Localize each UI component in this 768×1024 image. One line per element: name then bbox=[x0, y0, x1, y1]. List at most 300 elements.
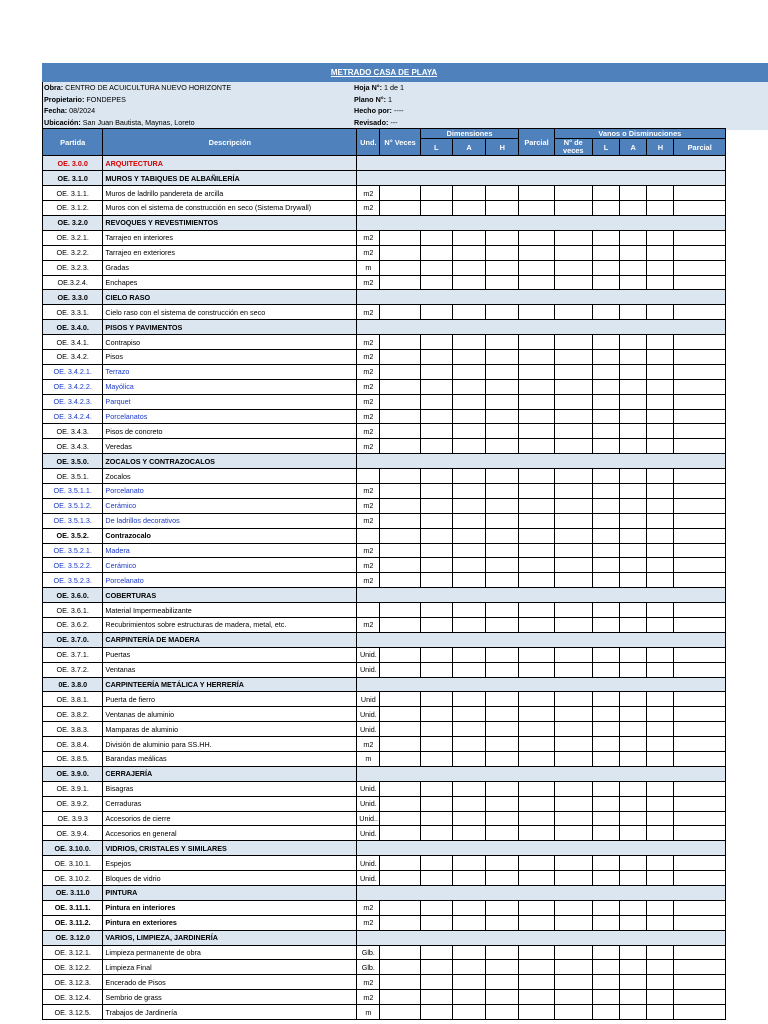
value-cell[interactable] bbox=[554, 394, 592, 409]
value-cell[interactable] bbox=[554, 573, 592, 588]
value-cell[interactable] bbox=[452, 603, 485, 618]
value-cell[interactable] bbox=[674, 1005, 726, 1020]
value-cell[interactable] bbox=[380, 722, 420, 737]
value-cell[interactable] bbox=[620, 275, 647, 290]
value-cell[interactable] bbox=[620, 692, 647, 707]
value-cell[interactable] bbox=[674, 439, 726, 454]
value-cell[interactable] bbox=[452, 201, 485, 216]
value-cell[interactable] bbox=[452, 647, 485, 662]
value-cell[interactable] bbox=[674, 275, 726, 290]
value-cell[interactable] bbox=[519, 558, 554, 573]
value-cell[interactable] bbox=[647, 230, 674, 245]
value-cell[interactable] bbox=[674, 781, 726, 796]
value-cell[interactable] bbox=[420, 513, 452, 528]
value-cell[interactable] bbox=[420, 647, 452, 662]
value-cell[interactable] bbox=[420, 305, 452, 320]
value-cell[interactable] bbox=[486, 647, 519, 662]
value-cell[interactable] bbox=[519, 915, 554, 930]
value-cell[interactable] bbox=[674, 900, 726, 915]
value-cell[interactable] bbox=[674, 662, 726, 677]
value-cell[interactable] bbox=[486, 811, 519, 826]
value-cell[interactable] bbox=[620, 781, 647, 796]
value-cell[interactable] bbox=[674, 394, 726, 409]
value-cell[interactable] bbox=[592, 260, 619, 275]
value-cell[interactable] bbox=[452, 811, 485, 826]
value-cell[interactable] bbox=[420, 722, 452, 737]
value-cell[interactable] bbox=[486, 364, 519, 379]
value-cell[interactable] bbox=[420, 186, 452, 201]
value-cell[interactable] bbox=[486, 915, 519, 930]
value-cell[interactable] bbox=[674, 513, 726, 528]
value-cell[interactable] bbox=[380, 394, 420, 409]
value-cell[interactable] bbox=[519, 811, 554, 826]
value-cell[interactable] bbox=[592, 692, 619, 707]
value-cell[interactable] bbox=[486, 543, 519, 558]
value-cell[interactable] bbox=[554, 513, 592, 528]
value-cell[interactable] bbox=[420, 201, 452, 216]
value-cell[interactable] bbox=[519, 737, 554, 752]
value-cell[interactable] bbox=[620, 662, 647, 677]
value-cell[interactable] bbox=[519, 945, 554, 960]
value-cell[interactable] bbox=[486, 945, 519, 960]
value-cell[interactable] bbox=[554, 335, 592, 350]
value-cell[interactable] bbox=[380, 379, 420, 394]
value-cell[interactable] bbox=[592, 364, 619, 379]
value-cell[interactable] bbox=[554, 603, 592, 618]
value-cell[interactable] bbox=[380, 900, 420, 915]
value-cell[interactable] bbox=[452, 722, 485, 737]
value-cell[interactable] bbox=[620, 915, 647, 930]
value-cell[interactable] bbox=[486, 960, 519, 975]
value-cell[interactable] bbox=[647, 796, 674, 811]
value-cell[interactable] bbox=[620, 498, 647, 513]
value-cell[interactable] bbox=[592, 275, 619, 290]
value-cell[interactable] bbox=[452, 245, 485, 260]
value-cell[interactable] bbox=[380, 275, 420, 290]
value-cell[interactable] bbox=[554, 692, 592, 707]
value-cell[interactable] bbox=[420, 335, 452, 350]
value-cell[interactable] bbox=[486, 439, 519, 454]
value-cell[interactable] bbox=[647, 379, 674, 394]
value-cell[interactable] bbox=[452, 1005, 485, 1020]
value-cell[interactable] bbox=[620, 543, 647, 558]
value-cell[interactable] bbox=[452, 960, 485, 975]
value-cell[interactable] bbox=[380, 692, 420, 707]
value-cell[interactable] bbox=[519, 424, 554, 439]
value-cell[interactable] bbox=[380, 513, 420, 528]
value-cell[interactable] bbox=[519, 871, 554, 886]
value-cell[interactable] bbox=[620, 752, 647, 767]
value-cell[interactable] bbox=[380, 558, 420, 573]
value-cell[interactable] bbox=[674, 305, 726, 320]
value-cell[interactable] bbox=[380, 543, 420, 558]
value-cell[interactable] bbox=[647, 364, 674, 379]
value-cell[interactable] bbox=[452, 558, 485, 573]
value-cell[interactable] bbox=[420, 826, 452, 841]
value-cell[interactable] bbox=[647, 1005, 674, 1020]
value-cell[interactable] bbox=[674, 543, 726, 558]
value-cell[interactable] bbox=[554, 483, 592, 498]
value-cell[interactable] bbox=[647, 960, 674, 975]
value-cell[interactable] bbox=[380, 409, 420, 424]
value-cell[interactable] bbox=[620, 409, 647, 424]
value-cell[interactable] bbox=[620, 722, 647, 737]
value-cell[interactable] bbox=[554, 379, 592, 394]
value-cell[interactable] bbox=[620, 260, 647, 275]
value-cell[interactable] bbox=[554, 975, 592, 990]
value-cell[interactable] bbox=[380, 498, 420, 513]
value-cell[interactable] bbox=[380, 647, 420, 662]
value-cell[interactable] bbox=[420, 543, 452, 558]
value-cell[interactable] bbox=[554, 737, 592, 752]
value-cell[interactable] bbox=[674, 379, 726, 394]
value-cell[interactable] bbox=[420, 483, 452, 498]
value-cell[interactable] bbox=[554, 1005, 592, 1020]
value-cell[interactable] bbox=[647, 781, 674, 796]
value-cell[interactable] bbox=[486, 573, 519, 588]
value-cell[interactable] bbox=[420, 275, 452, 290]
value-cell[interactable] bbox=[592, 349, 619, 364]
value-cell[interactable] bbox=[486, 305, 519, 320]
value-cell[interactable] bbox=[620, 975, 647, 990]
value-cell[interactable] bbox=[647, 871, 674, 886]
value-cell[interactable] bbox=[620, 186, 647, 201]
value-cell[interactable] bbox=[674, 260, 726, 275]
value-cell[interactable] bbox=[647, 692, 674, 707]
value-cell[interactable] bbox=[519, 662, 554, 677]
value-cell[interactable] bbox=[420, 394, 452, 409]
value-cell[interactable] bbox=[519, 752, 554, 767]
value-cell[interactable] bbox=[554, 722, 592, 737]
value-cell[interactable] bbox=[674, 469, 726, 484]
value-cell[interactable] bbox=[592, 1005, 619, 1020]
value-cell[interactable] bbox=[592, 647, 619, 662]
value-cell[interactable] bbox=[452, 394, 485, 409]
value-cell[interactable] bbox=[452, 483, 485, 498]
value-cell[interactable] bbox=[674, 558, 726, 573]
value-cell[interactable] bbox=[519, 275, 554, 290]
value-cell[interactable] bbox=[620, 826, 647, 841]
value-cell[interactable] bbox=[592, 990, 619, 1005]
value-cell[interactable] bbox=[452, 528, 485, 543]
value-cell[interactable] bbox=[620, 796, 647, 811]
value-cell[interactable] bbox=[420, 856, 452, 871]
value-cell[interactable] bbox=[554, 245, 592, 260]
value-cell[interactable] bbox=[647, 498, 674, 513]
value-cell[interactable] bbox=[647, 439, 674, 454]
value-cell[interactable] bbox=[674, 528, 726, 543]
value-cell[interactable] bbox=[592, 558, 619, 573]
value-cell[interactable] bbox=[592, 781, 619, 796]
value-cell[interactable] bbox=[554, 260, 592, 275]
value-cell[interactable] bbox=[380, 871, 420, 886]
value-cell[interactable] bbox=[647, 528, 674, 543]
value-cell[interactable] bbox=[592, 335, 619, 350]
value-cell[interactable] bbox=[554, 811, 592, 826]
value-cell[interactable] bbox=[647, 945, 674, 960]
value-cell[interactable] bbox=[486, 617, 519, 632]
value-cell[interactable] bbox=[486, 349, 519, 364]
value-cell[interactable] bbox=[674, 975, 726, 990]
value-cell[interactable] bbox=[519, 722, 554, 737]
value-cell[interactable] bbox=[592, 871, 619, 886]
value-cell[interactable] bbox=[647, 483, 674, 498]
value-cell[interactable] bbox=[420, 975, 452, 990]
value-cell[interactable] bbox=[519, 439, 554, 454]
value-cell[interactable] bbox=[380, 1005, 420, 1020]
value-cell[interactable] bbox=[592, 483, 619, 498]
value-cell[interactable] bbox=[647, 260, 674, 275]
value-cell[interactable] bbox=[647, 990, 674, 1005]
value-cell[interactable] bbox=[380, 469, 420, 484]
value-cell[interactable] bbox=[519, 335, 554, 350]
value-cell[interactable] bbox=[647, 305, 674, 320]
value-cell[interactable] bbox=[380, 811, 420, 826]
value-cell[interactable] bbox=[592, 603, 619, 618]
value-cell[interactable] bbox=[592, 945, 619, 960]
value-cell[interactable] bbox=[519, 260, 554, 275]
value-cell[interactable] bbox=[592, 707, 619, 722]
value-cell[interactable] bbox=[592, 424, 619, 439]
value-cell[interactable] bbox=[674, 245, 726, 260]
value-cell[interactable] bbox=[620, 573, 647, 588]
value-cell[interactable] bbox=[647, 826, 674, 841]
value-cell[interactable] bbox=[620, 945, 647, 960]
value-cell[interactable] bbox=[486, 707, 519, 722]
value-cell[interactable] bbox=[452, 349, 485, 364]
value-cell[interactable] bbox=[554, 990, 592, 1005]
value-cell[interactable] bbox=[486, 201, 519, 216]
value-cell[interactable] bbox=[620, 900, 647, 915]
value-cell[interactable] bbox=[554, 409, 592, 424]
value-cell[interactable] bbox=[420, 528, 452, 543]
value-cell[interactable] bbox=[486, 826, 519, 841]
value-cell[interactable] bbox=[674, 647, 726, 662]
value-cell[interactable] bbox=[486, 498, 519, 513]
value-cell[interactable] bbox=[554, 186, 592, 201]
value-cell[interactable] bbox=[554, 707, 592, 722]
value-cell[interactable] bbox=[420, 439, 452, 454]
value-cell[interactable] bbox=[420, 603, 452, 618]
value-cell[interactable] bbox=[592, 722, 619, 737]
value-cell[interactable] bbox=[519, 781, 554, 796]
value-cell[interactable] bbox=[674, 752, 726, 767]
value-cell[interactable] bbox=[647, 335, 674, 350]
value-cell[interactable] bbox=[674, 424, 726, 439]
value-cell[interactable] bbox=[592, 186, 619, 201]
value-cell[interactable] bbox=[647, 811, 674, 826]
value-cell[interactable] bbox=[519, 796, 554, 811]
value-cell[interactable] bbox=[519, 245, 554, 260]
value-cell[interactable] bbox=[452, 826, 485, 841]
value-cell[interactable] bbox=[647, 275, 674, 290]
value-cell[interactable] bbox=[452, 335, 485, 350]
value-cell[interactable] bbox=[420, 469, 452, 484]
value-cell[interactable] bbox=[380, 826, 420, 841]
value-cell[interactable] bbox=[674, 617, 726, 632]
value-cell[interactable] bbox=[647, 722, 674, 737]
value-cell[interactable] bbox=[519, 483, 554, 498]
value-cell[interactable] bbox=[647, 707, 674, 722]
value-cell[interactable] bbox=[420, 245, 452, 260]
value-cell[interactable] bbox=[519, 201, 554, 216]
value-cell[interactable] bbox=[674, 498, 726, 513]
value-cell[interactable] bbox=[380, 349, 420, 364]
value-cell[interactable] bbox=[420, 707, 452, 722]
value-cell[interactable] bbox=[452, 692, 485, 707]
value-cell[interactable] bbox=[519, 349, 554, 364]
value-cell[interactable] bbox=[486, 662, 519, 677]
value-cell[interactable] bbox=[380, 960, 420, 975]
value-cell[interactable] bbox=[380, 737, 420, 752]
value-cell[interactable] bbox=[620, 364, 647, 379]
value-cell[interactable] bbox=[519, 543, 554, 558]
value-cell[interactable] bbox=[620, 811, 647, 826]
value-cell[interactable] bbox=[647, 349, 674, 364]
value-cell[interactable] bbox=[647, 469, 674, 484]
value-cell[interactable] bbox=[519, 900, 554, 915]
value-cell[interactable] bbox=[452, 260, 485, 275]
value-cell[interactable] bbox=[486, 186, 519, 201]
value-cell[interactable] bbox=[486, 752, 519, 767]
value-cell[interactable] bbox=[486, 424, 519, 439]
value-cell[interactable] bbox=[420, 1005, 452, 1020]
value-cell[interactable] bbox=[380, 573, 420, 588]
value-cell[interactable] bbox=[674, 915, 726, 930]
value-cell[interactable] bbox=[554, 543, 592, 558]
value-cell[interactable] bbox=[380, 945, 420, 960]
value-cell[interactable] bbox=[486, 781, 519, 796]
value-cell[interactable] bbox=[592, 752, 619, 767]
value-cell[interactable] bbox=[380, 662, 420, 677]
value-cell[interactable] bbox=[592, 960, 619, 975]
value-cell[interactable] bbox=[674, 483, 726, 498]
value-cell[interactable] bbox=[647, 603, 674, 618]
value-cell[interactable] bbox=[452, 275, 485, 290]
value-cell[interactable] bbox=[674, 335, 726, 350]
value-cell[interactable] bbox=[647, 975, 674, 990]
value-cell[interactable] bbox=[620, 856, 647, 871]
value-cell[interactable] bbox=[592, 245, 619, 260]
value-cell[interactable] bbox=[452, 975, 485, 990]
value-cell[interactable] bbox=[620, 245, 647, 260]
value-cell[interactable] bbox=[486, 230, 519, 245]
value-cell[interactable] bbox=[452, 469, 485, 484]
value-cell[interactable] bbox=[519, 692, 554, 707]
value-cell[interactable] bbox=[592, 617, 619, 632]
value-cell[interactable] bbox=[486, 1005, 519, 1020]
value-cell[interactable] bbox=[554, 960, 592, 975]
value-cell[interactable] bbox=[647, 394, 674, 409]
value-cell[interactable] bbox=[380, 781, 420, 796]
value-cell[interactable] bbox=[620, 424, 647, 439]
value-cell[interactable] bbox=[620, 528, 647, 543]
value-cell[interactable] bbox=[420, 498, 452, 513]
value-cell[interactable] bbox=[620, 394, 647, 409]
value-cell[interactable] bbox=[620, 871, 647, 886]
value-cell[interactable] bbox=[592, 826, 619, 841]
value-cell[interactable] bbox=[420, 692, 452, 707]
value-cell[interactable] bbox=[380, 990, 420, 1005]
value-cell[interactable] bbox=[452, 915, 485, 930]
value-cell[interactable] bbox=[452, 409, 485, 424]
value-cell[interactable] bbox=[620, 349, 647, 364]
value-cell[interactable] bbox=[452, 856, 485, 871]
value-cell[interactable] bbox=[519, 647, 554, 662]
value-cell[interactable] bbox=[647, 662, 674, 677]
value-cell[interactable] bbox=[380, 364, 420, 379]
value-cell[interactable] bbox=[452, 439, 485, 454]
value-cell[interactable] bbox=[592, 409, 619, 424]
value-cell[interactable] bbox=[452, 796, 485, 811]
value-cell[interactable] bbox=[554, 796, 592, 811]
value-cell[interactable] bbox=[620, 737, 647, 752]
value-cell[interactable] bbox=[554, 781, 592, 796]
value-cell[interactable] bbox=[519, 960, 554, 975]
value-cell[interactable] bbox=[452, 737, 485, 752]
value-cell[interactable] bbox=[420, 945, 452, 960]
value-cell[interactable] bbox=[519, 379, 554, 394]
value-cell[interactable] bbox=[486, 275, 519, 290]
value-cell[interactable] bbox=[452, 543, 485, 558]
value-cell[interactable] bbox=[554, 945, 592, 960]
value-cell[interactable] bbox=[380, 483, 420, 498]
value-cell[interactable] bbox=[380, 245, 420, 260]
value-cell[interactable] bbox=[620, 707, 647, 722]
value-cell[interactable] bbox=[519, 528, 554, 543]
value-cell[interactable] bbox=[486, 856, 519, 871]
value-cell[interactable] bbox=[647, 543, 674, 558]
value-cell[interactable] bbox=[380, 856, 420, 871]
value-cell[interactable] bbox=[420, 737, 452, 752]
value-cell[interactable] bbox=[674, 186, 726, 201]
value-cell[interactable] bbox=[592, 573, 619, 588]
value-cell[interactable] bbox=[452, 871, 485, 886]
value-cell[interactable] bbox=[486, 483, 519, 498]
value-cell[interactable] bbox=[420, 960, 452, 975]
value-cell[interactable] bbox=[486, 796, 519, 811]
value-cell[interactable] bbox=[420, 573, 452, 588]
value-cell[interactable] bbox=[674, 826, 726, 841]
value-cell[interactable] bbox=[592, 469, 619, 484]
value-cell[interactable] bbox=[519, 1005, 554, 1020]
value-cell[interactable] bbox=[674, 871, 726, 886]
value-cell[interactable] bbox=[519, 409, 554, 424]
value-cell[interactable] bbox=[674, 856, 726, 871]
value-cell[interactable] bbox=[380, 528, 420, 543]
value-cell[interactable] bbox=[592, 811, 619, 826]
value-cell[interactable] bbox=[486, 513, 519, 528]
value-cell[interactable] bbox=[647, 513, 674, 528]
value-cell[interactable] bbox=[647, 424, 674, 439]
value-cell[interactable] bbox=[380, 617, 420, 632]
value-cell[interactable] bbox=[452, 379, 485, 394]
value-cell[interactable] bbox=[647, 752, 674, 767]
value-cell[interactable] bbox=[452, 230, 485, 245]
value-cell[interactable] bbox=[486, 260, 519, 275]
value-cell[interactable] bbox=[380, 424, 420, 439]
value-cell[interactable] bbox=[519, 305, 554, 320]
value-cell[interactable] bbox=[592, 528, 619, 543]
value-cell[interactable] bbox=[647, 915, 674, 930]
value-cell[interactable] bbox=[592, 915, 619, 930]
value-cell[interactable] bbox=[420, 617, 452, 632]
value-cell[interactable] bbox=[554, 662, 592, 677]
value-cell[interactable] bbox=[554, 230, 592, 245]
value-cell[interactable] bbox=[620, 960, 647, 975]
value-cell[interactable] bbox=[380, 305, 420, 320]
value-cell[interactable] bbox=[452, 186, 485, 201]
